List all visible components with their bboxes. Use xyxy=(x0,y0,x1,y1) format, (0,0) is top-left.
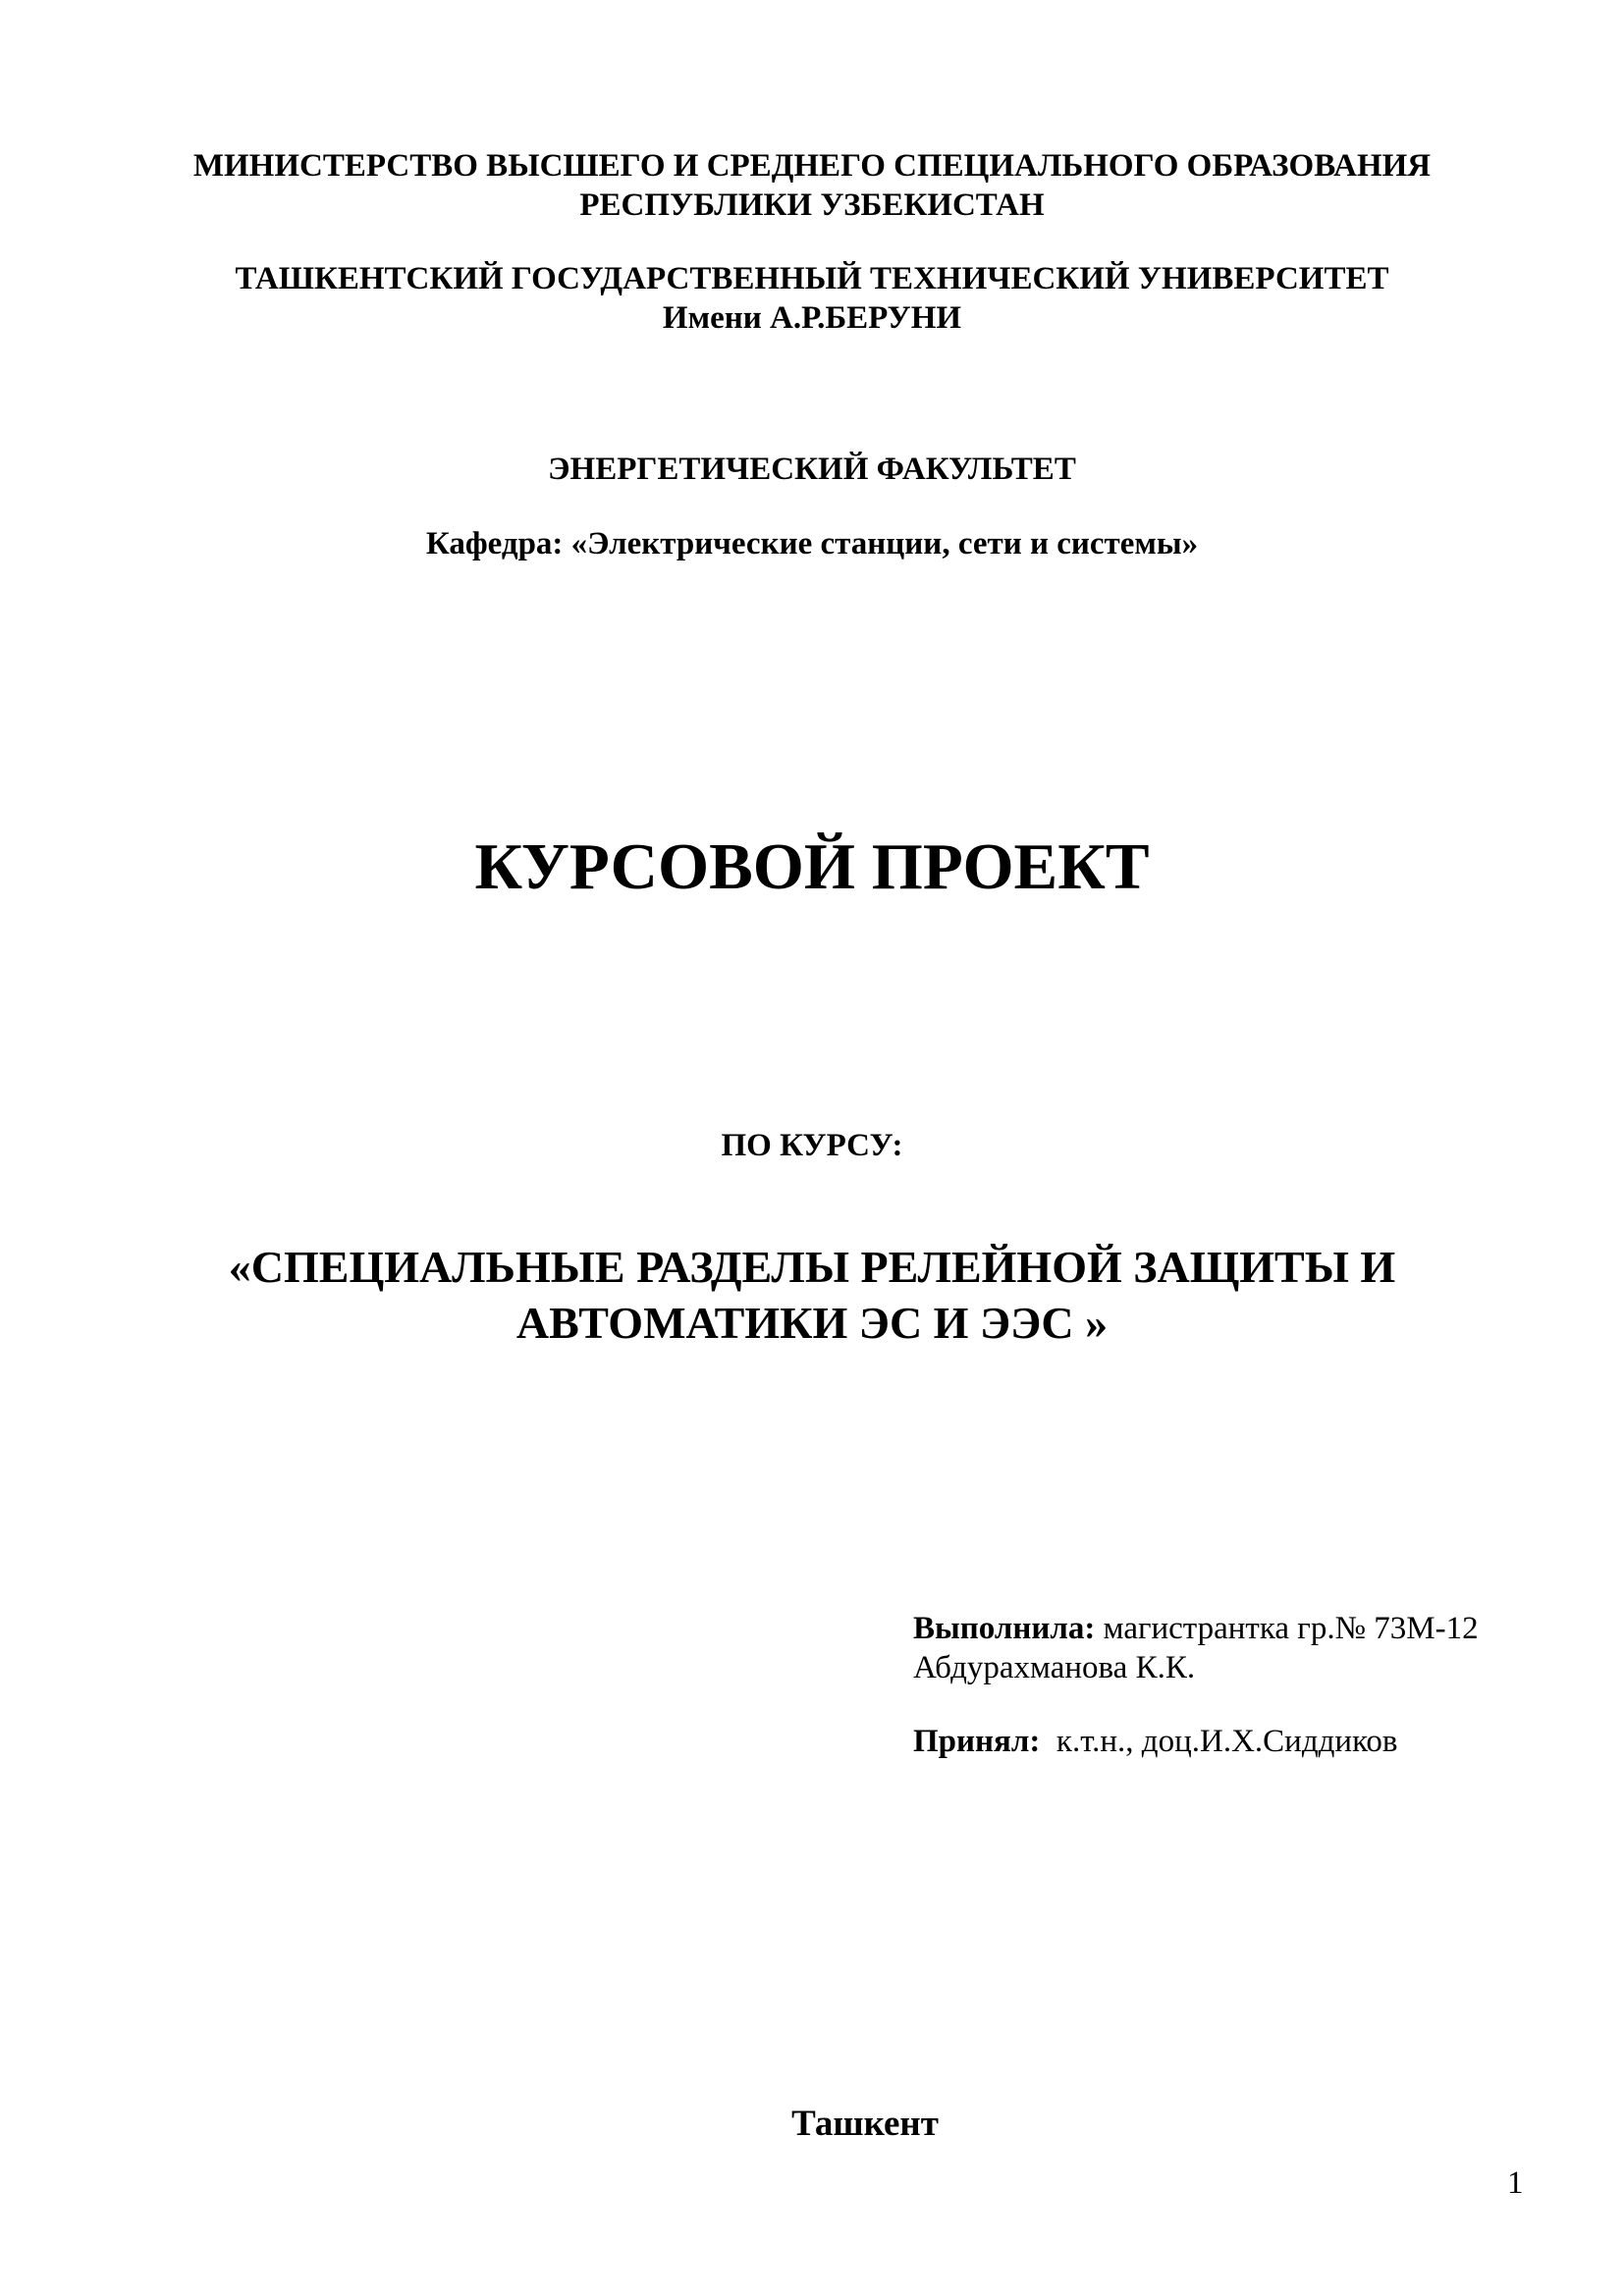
ministry-line-2: РЕСПУБЛИКИ УЗБЕКИСТАН xyxy=(579,187,1045,223)
performed-by-label: Выполнила: xyxy=(913,1611,1096,1646)
performed-by-value: магистрантка гр.№ 73М-12 xyxy=(1095,1611,1479,1646)
accepted-by xyxy=(913,1723,1398,1760)
university-line-1: ТАШКЕНТСКИЙ ГОСУДАРСТВЕННЫЙ ТЕХНИЧЕСКИЙ УНИВЕРСИТЕТ xyxy=(235,261,1389,296)
page-number: 1 xyxy=(1507,2165,1524,2201)
performed-by xyxy=(913,1610,1479,1647)
ministry-line-1: МИНИСТЕРСТВО ВЫСШЕГО И СРЕДНЕГО СПЕЦИАЛЬНОГО ОБРАЗОВАНИЯ xyxy=(192,148,1432,184)
university-line-2: Имени А.Р.БЕРУНИ xyxy=(662,300,962,336)
department-name: Кафедра: «Электрические станции, сети и системы» xyxy=(425,526,1199,561)
accepted-by-label: Принял: xyxy=(913,1724,1041,1759)
city-name: Ташкент xyxy=(791,2104,939,2144)
course-label: ПО КУРСУ: xyxy=(721,1128,903,1163)
accepted-by-value: к.т.н., доц.И.Х.Сиддиков xyxy=(1040,1724,1398,1759)
faculty-name: ЭНЕРГЕТИЧЕСКИЙ ФАКУЛЬТЕТ xyxy=(548,452,1076,487)
course-name-line-2: АВТОМАТИКИ ЭС И ЭЭС » xyxy=(515,1298,1109,1348)
course-name-line-1: «СПЕЦИАЛЬНЫЕ РАЗДЕЛЫ РЕЛЕЙНОЙ ЗАЩИТЫ И xyxy=(228,1242,1396,1292)
performed-by-name: Абдурахманова К.К. xyxy=(913,1650,1196,1685)
document-title: КУРСОВОЙ ПРОЕКТ xyxy=(474,830,1150,903)
